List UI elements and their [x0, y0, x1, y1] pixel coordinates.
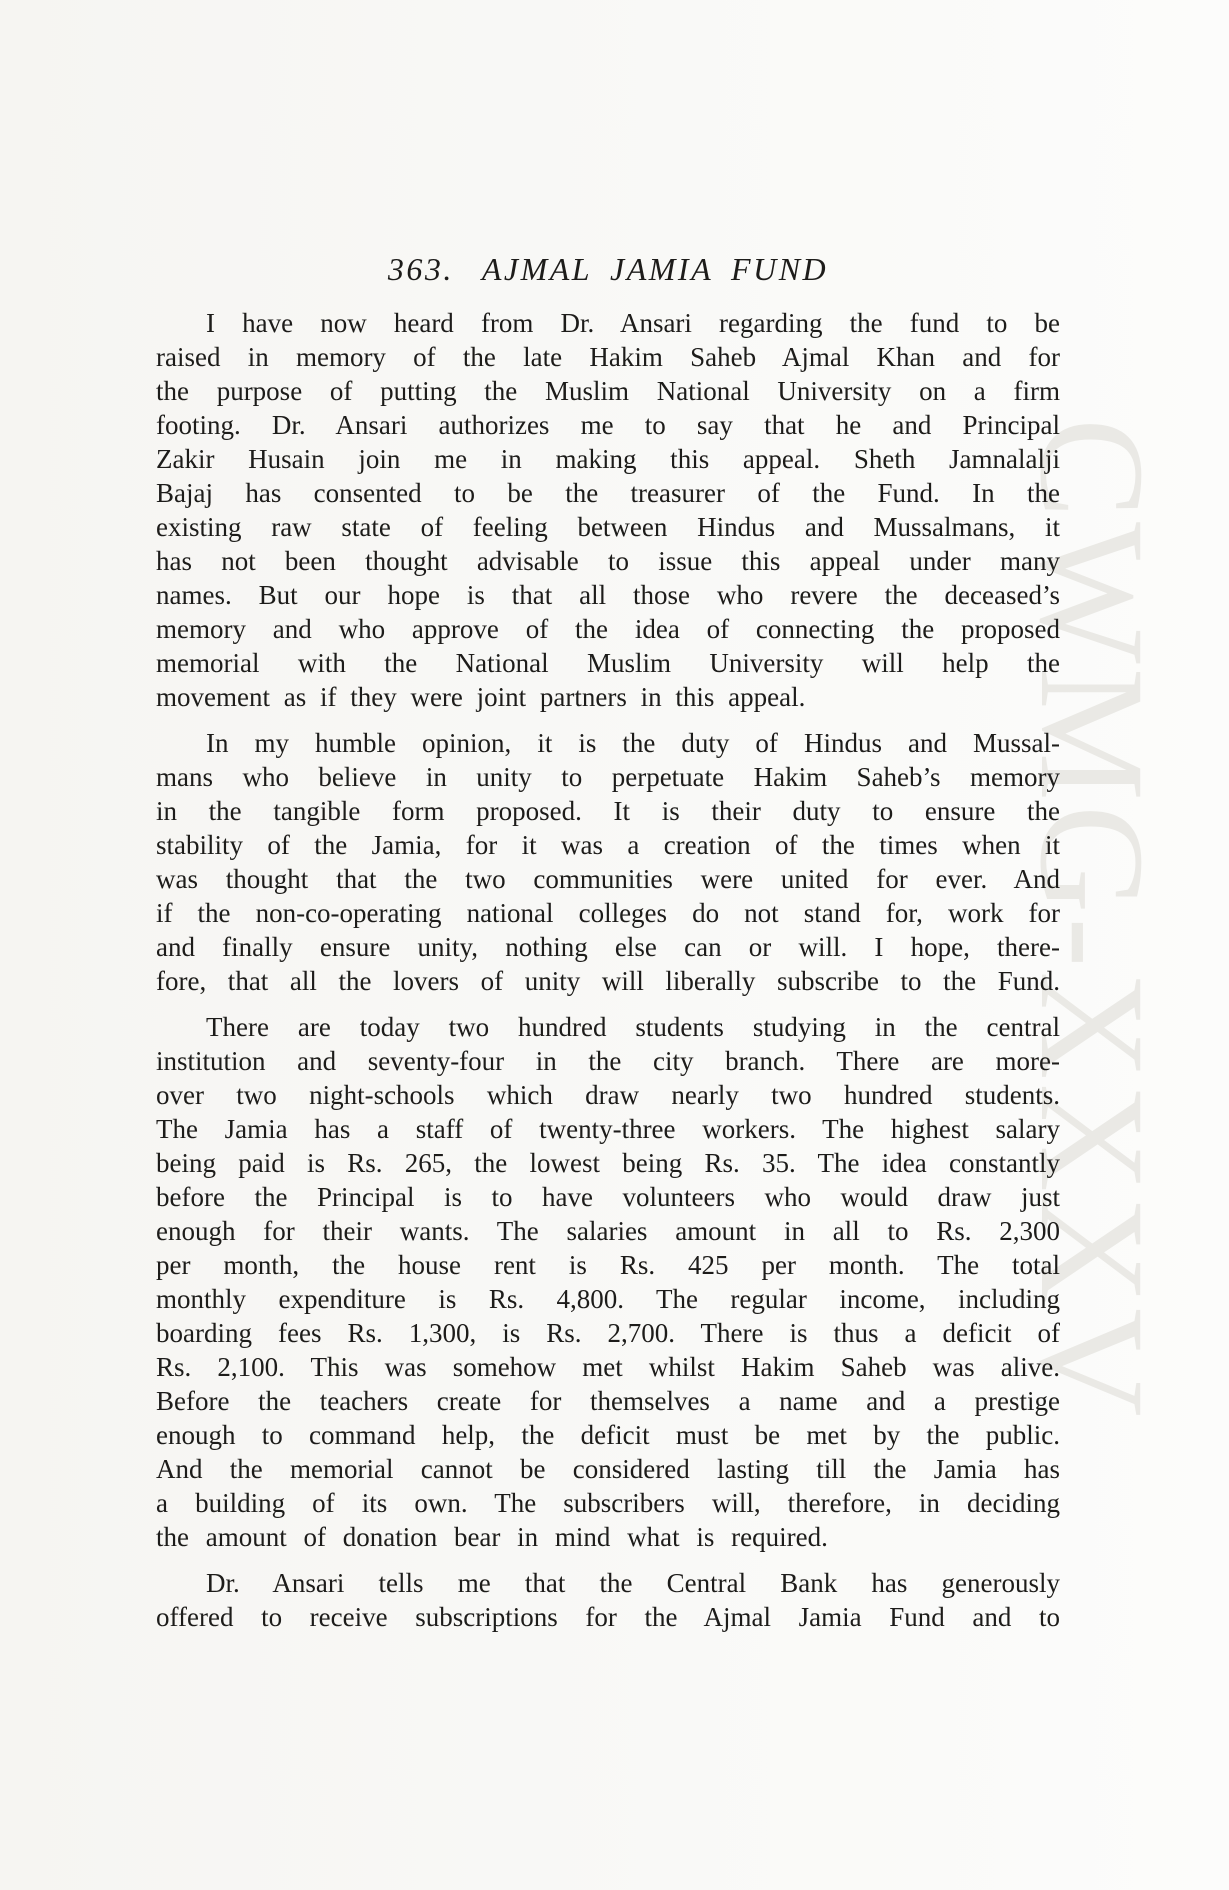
text-line: offered to receive subscriptions for the Ajmal Jamia Fund and to	[156, 1602, 1060, 1632]
text-line: I have now heard from Dr. Ansari regarding the fund to be	[206, 308, 1060, 338]
text-line: And the memorial cannot be considered lasting till the Jamia has	[156, 1454, 1060, 1484]
text-line: if the non-co-operating national colleges do not stand for, work for	[156, 898, 1060, 928]
text-line: existing raw state of feeling between Hindus and Mussalmans, it	[156, 512, 1060, 542]
text-line: The Jamia has a staff of twenty-three workers. The highest salary	[156, 1114, 1060, 1144]
text-line: In my humble opinion, it is the duty of Hindus and Mussal-	[206, 728, 1060, 758]
text-line: has not been thought advisable to issue this appeal under many	[156, 546, 1060, 576]
text-line: memory and who approve of the idea of connecting the proposed	[156, 614, 1060, 644]
text-line: per month, the house rent is Rs. 425 per month. The total	[156, 1250, 1060, 1280]
paragraph	[156, 306, 1060, 714]
text-line: over two night-schools which draw nearly two hundred students.	[156, 1080, 1060, 1110]
text-line: before the Principal is to have volunteers who would draw just	[156, 1182, 1060, 1212]
text-line: stability of the Jamia, for it was a creation of the times when it	[156, 830, 1060, 860]
text-line: in the tangible form proposed. It is their duty to ensure the	[156, 796, 1060, 826]
cwmg-volume-watermark: CWMG-XXXV	[1009, 418, 1175, 1421]
text-line: Rs. 2,100. This was somehow met whilst Hakim Saheb was alive.	[156, 1352, 1060, 1382]
text-line: mans who believe in unity to perpetuate Hakim Saheb’s memory	[156, 762, 1060, 792]
text-line: Zakir Husain join me in making this appeal. Sheth Jamnalalji	[156, 444, 1060, 474]
paragraph	[156, 1010, 1060, 1554]
text-line: fore, that all the lovers of unity will liberally subscribe to the Fund.	[156, 966, 1060, 996]
paragraph	[156, 1566, 1060, 1634]
text-line: movement as if they were joint partners in this appeal.	[156, 682, 806, 712]
text-line: raised in memory of the late Hakim Saheb Ajmal Khan and for	[156, 342, 1060, 372]
text-line: institution and seventy-four in the city branch. There are more-	[156, 1046, 1060, 1076]
text-line: Dr. Ansari tells me that the Central Bank has generously	[206, 1568, 1060, 1598]
text-line: a building of its own. The subscribers will, therefore, in deciding	[156, 1488, 1060, 1518]
text-line: and finally ensure unity, nothing else can or will. I hope, there-	[156, 932, 1060, 962]
article-number: 363.	[387, 251, 454, 287]
article-title-text: AJMAL JAMIA FUND	[481, 251, 829, 287]
text-line: Bajaj has consented to be the treasurer of the Fund. In the	[156, 478, 1060, 508]
article-title	[156, 251, 1060, 287]
text-line: There are today two hundred students studying in the central	[206, 1012, 1060, 1042]
text-line: was thought that the two communities were united for ever. And	[156, 864, 1060, 894]
body-paragraphs	[156, 306, 1060, 1634]
text-line: Before the teachers create for themselves a name and a prestige	[156, 1386, 1060, 1416]
text-line: boarding fees Rs. 1,300, is Rs. 2,700. There is thus a deficit of	[156, 1318, 1060, 1348]
text-line: the purpose of putting the Muslim National University on a firm	[156, 376, 1060, 406]
text-line: enough for their wants. The salaries amount in all to Rs. 2,300	[156, 1216, 1060, 1246]
text-line: enough to command help, the deficit must be met by the public.	[156, 1420, 1060, 1450]
text-line: monthly expenditure is Rs. 4,800. The regular income, including	[156, 1284, 1060, 1314]
text-line: memorial with the National Muslim University will help the	[156, 648, 1060, 678]
text-line: being paid is Rs. 265, the lowest being Rs. 35. The idea constantly	[156, 1148, 1060, 1178]
text-line: footing. Dr. Ansari authorizes me to say that he and Principal	[156, 410, 1060, 440]
text-line: names. But our hope is that all those who revere the deceased’s	[156, 580, 1060, 610]
text-line: the amount of donation bear in mind what is required.	[156, 1522, 828, 1552]
paragraph	[156, 726, 1060, 998]
